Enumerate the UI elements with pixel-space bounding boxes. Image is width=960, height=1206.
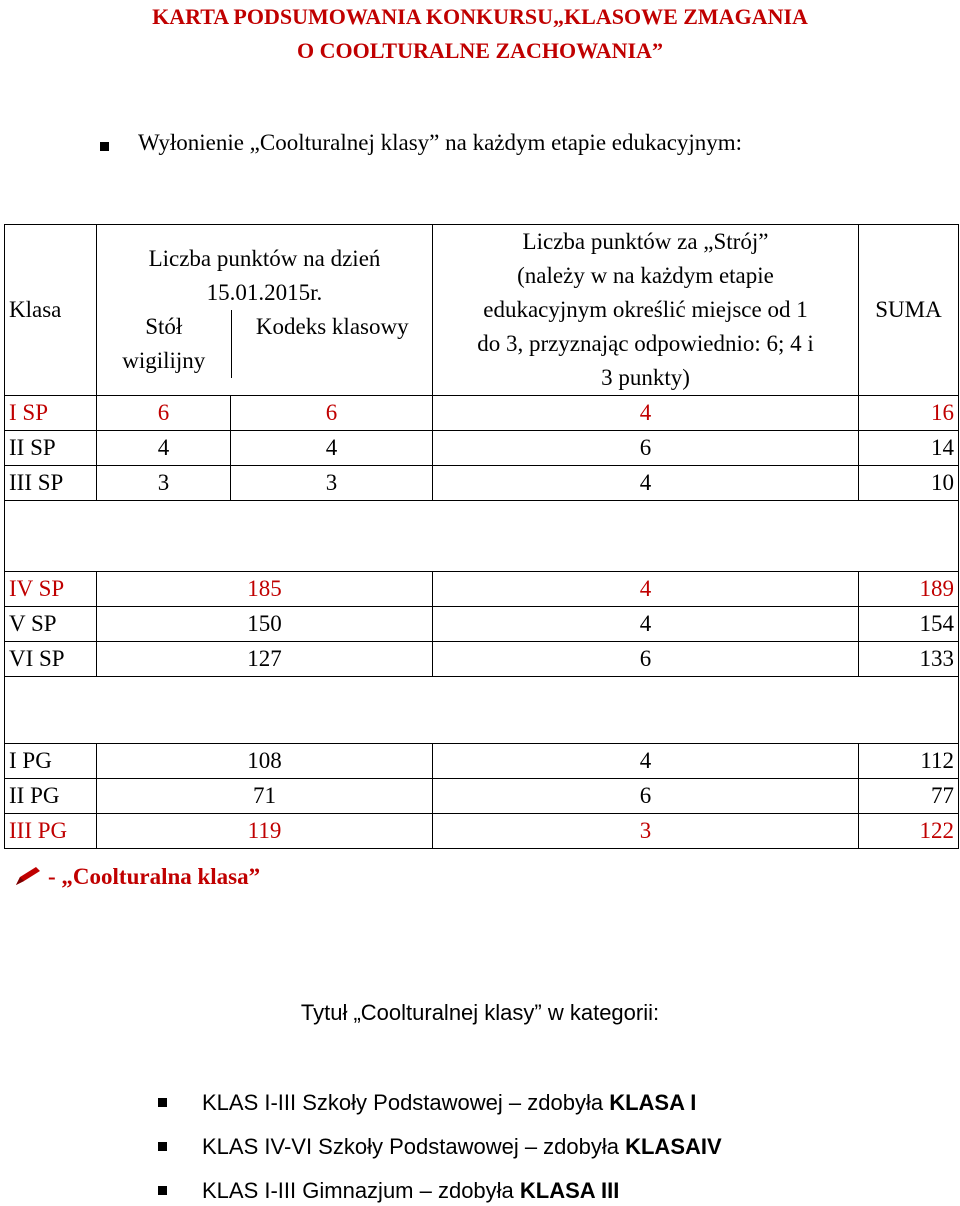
category-line (202, 1178, 619, 1204)
cell-suma: 14 (859, 431, 959, 466)
cell-stol: 3 (97, 466, 231, 501)
category-title: Tytuł „Coolturalnej klasy” w kategorii: (300, 1000, 660, 1025)
header-points-date-line2: 15.01.2015r. (206, 280, 323, 305)
cell-kodeks: 3 (231, 466, 433, 501)
spacer-row (5, 677, 959, 744)
cell-klasa: III PG (5, 814, 97, 849)
table-row (5, 572, 959, 607)
cell-klasa: III SP (5, 466, 97, 501)
header-subcolumns (97, 310, 433, 378)
cell-points: 71 (97, 779, 433, 814)
cell-points: 150 (97, 607, 433, 642)
category-winner: KLASAIV (625, 1134, 722, 1159)
header-stroj-line1: Liczba punktów za „Strój” (522, 229, 769, 254)
category-line (202, 1134, 722, 1160)
cell-klasa: II PG (5, 779, 97, 814)
intro-text: Wyłonienie „Coolturalnej klasy” na każdym etapie edukacyjnym: (138, 130, 743, 155)
cell-suma: 112 (859, 744, 959, 779)
header-stroj-line3: edukacyjnym określić miejsce od 1 (483, 297, 808, 322)
cell-stroj: 4 (433, 572, 859, 607)
header-stol (97, 310, 231, 378)
cell-points: 127 (97, 642, 433, 677)
cell-kodeks: 6 (231, 396, 433, 431)
category-text: KLAS I-III Szkoły Podstawowej – zdobyła (202, 1090, 610, 1115)
header-stol-line1: Stół (145, 314, 183, 339)
cell-kodeks: 4 (231, 431, 433, 466)
category-winner: KLASA III (519, 1178, 620, 1203)
cell-klasa: I PG (5, 744, 97, 779)
table-header-row (5, 225, 959, 396)
title-line-2: O COOLTURALNE ZACHOWANIA” (297, 38, 663, 63)
table-row (5, 396, 959, 431)
cell-stol: 6 (97, 396, 231, 431)
square-bullet-icon (158, 1186, 167, 1195)
cell-stol: 4 (97, 431, 231, 466)
table-row (5, 642, 959, 677)
cell-stroj: 6 (433, 779, 859, 814)
cell-stroj: 4 (433, 744, 859, 779)
category-text: KLAS I-III Gimnazjum – zdobyła (202, 1178, 520, 1203)
cell-suma: 154 (859, 607, 959, 642)
pencil-icon (14, 865, 42, 893)
cell-points: 108 (97, 744, 433, 779)
table-row (5, 814, 959, 849)
cell-stroj: 4 (433, 396, 859, 431)
cell-stroj: 6 (433, 642, 859, 677)
square-bullet-icon (158, 1098, 167, 1107)
cell-stroj: 4 (433, 607, 859, 642)
cell-stroj: 6 (433, 431, 859, 466)
cell-points: 185 (97, 572, 433, 607)
square-bullet-icon (158, 1142, 167, 1151)
page-title (0, 0, 960, 68)
header-suma: SUMA (859, 225, 959, 396)
cell-klasa: IV SP (5, 572, 97, 607)
table-row (5, 607, 959, 642)
header-kodeks: Kodeks klasowy (255, 314, 409, 339)
cell-klasa: II SP (5, 431, 97, 466)
header-stroj-line4: do 3, przyznając odpowiednio: 6; 4 i (477, 331, 814, 356)
cell-stroj: 3 (433, 814, 859, 849)
category-line (202, 1090, 696, 1116)
cell-points: 119 (97, 814, 433, 849)
header-points-date (97, 225, 433, 396)
header-klasa: Klasa (5, 225, 97, 396)
cell-suma: 189 (859, 572, 959, 607)
category-winner: KLASA I (609, 1090, 697, 1115)
spacer-row (5, 501, 959, 572)
cell-suma: 77 (859, 779, 959, 814)
table-row (5, 466, 959, 501)
table-row (5, 431, 959, 466)
cell-klasa: V SP (5, 607, 97, 642)
cell-klasa: VI SP (5, 642, 97, 677)
legend-label: - „Coolturalna klasa” (48, 864, 261, 889)
header-stroj (433, 225, 859, 396)
title-line-1: KARTA PODSUMOWANIA KONKURSU„KLASOWE ZMAGANIA (152, 4, 808, 29)
header-stroj-line5: 3 punkty) (601, 365, 690, 390)
cell-klasa: I SP (5, 396, 97, 431)
header-stol-line2: wigilijny (122, 348, 206, 373)
table-row (5, 744, 959, 779)
cell-stroj: 4 (433, 466, 859, 501)
category-text: KLAS IV-VI Szkoły Podstawowej – zdobyła (202, 1134, 626, 1159)
table-row (5, 779, 959, 814)
header-stroj-line2: (należy w na każdym etapie (517, 263, 774, 288)
cell-suma: 16 (859, 396, 959, 431)
square-bullet-icon (100, 142, 109, 151)
cell-suma: 10 (859, 466, 959, 501)
header-points-date-line1: Liczba punktów na dzień (148, 246, 381, 271)
legend (14, 864, 260, 893)
cell-suma: 133 (859, 642, 959, 677)
cell-suma: 122 (859, 814, 959, 849)
results-table (4, 224, 959, 849)
